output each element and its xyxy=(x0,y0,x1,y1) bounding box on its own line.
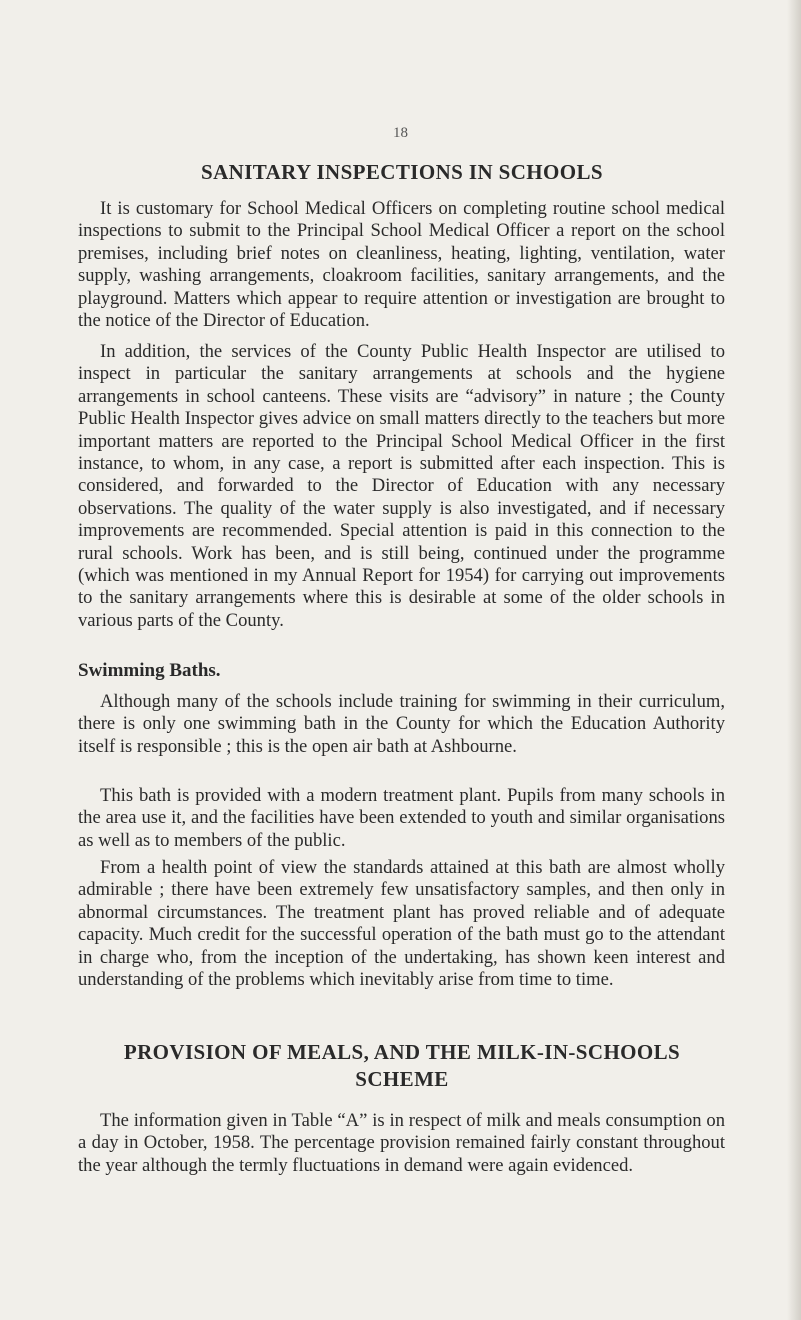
paragraph xyxy=(78,341,725,632)
paragraph xyxy=(78,691,725,758)
section-heading-meals xyxy=(76,1039,728,1093)
paragraph xyxy=(78,857,725,991)
subheading-swimming-baths: Swimming Baths. xyxy=(78,660,221,681)
section-heading-sanitary: SANITARY INSPECTIONS IN SCHOOLS xyxy=(200,160,603,184)
heading-line: PROVISION OF MEALS, AND THE MILK-IN-SCHOOLS xyxy=(123,1040,681,1064)
paragraph-text: It is customary for School Medical Officers on completing routine school medical inspections to submit to the Principal School Medical Officer a report on the school premises, including brief notes on cleanliness, heating, lighting, ventilation, water supply, washing arrangements, cloakroom facilities, sanitary arrangements, and the playground. Matters which appear to require attention or investigation are brought to the notice of the Director of Education. xyxy=(78,198,725,332)
paragraph xyxy=(78,1110,725,1177)
paragraph-text: From a health point of view the standards attained at this bath are almost wholly admirable ; there have been extremely few unsatisfactory samples, and then only in abnormal circumstances. The treatment plant has proved reliable and of adequate capacity. Much credit for the successful operation of the bath must go to the attendant in charge who, from the inception of the undertaking, has shown keen interest and understanding of the problems which inevitably arise from time to time. xyxy=(78,857,725,991)
page-edge-shadow xyxy=(787,0,801,1320)
page-number: 18 xyxy=(393,125,408,141)
paragraph xyxy=(78,785,725,852)
paragraph-text: The information given in Table “A” is in respect of milk and meals consumption on a day in October, 1958. The percentage provision remained fairly constant throughout the year although the termly fluctuations in demand were again evidenced. xyxy=(78,1110,725,1176)
heading-line: SCHEME xyxy=(355,1067,449,1091)
paragraph xyxy=(78,198,725,332)
paragraph-text: This bath is provided with a modern treatment plant. Pupils from many schools in the area use it, and the facilities have been extended to youth and similar organisations as well as to members of the public. xyxy=(78,785,725,851)
paragraph-text: In addition, the services of the County Public Health Inspector are utilised to inspect in particular the sanitary arrangements at schools and the hygiene arrangements in school canteens. These visits are “advisory” in nature ; the County Public Health Inspector gives advice on small matters directly to the teachers but more important matters are reported to the Principal School Medical Officer in the first instance, to whom, in any case, a report is submitted after each inspection. This is considered, and forwarded to the Director of Education with any necessary observations. The quality of the water supply is also investigated, and if necessary improvements are recommended. Special attention is paid in this connection to the rural schools. Work has been, and is still being, continued under the programme (which was mentioned in my Annual Report for 1954) for carrying out improvements to the sanitary arrangements where this is desirable at some of the older schools in various parts of the County. xyxy=(78,341,725,631)
paragraph-text: Although many of the schools include training for swimming in their curriculum, there is only one swimming bath in the County for which the Education Authority itself is responsible ; this is the open air bath at Ashbourne. xyxy=(78,691,725,757)
